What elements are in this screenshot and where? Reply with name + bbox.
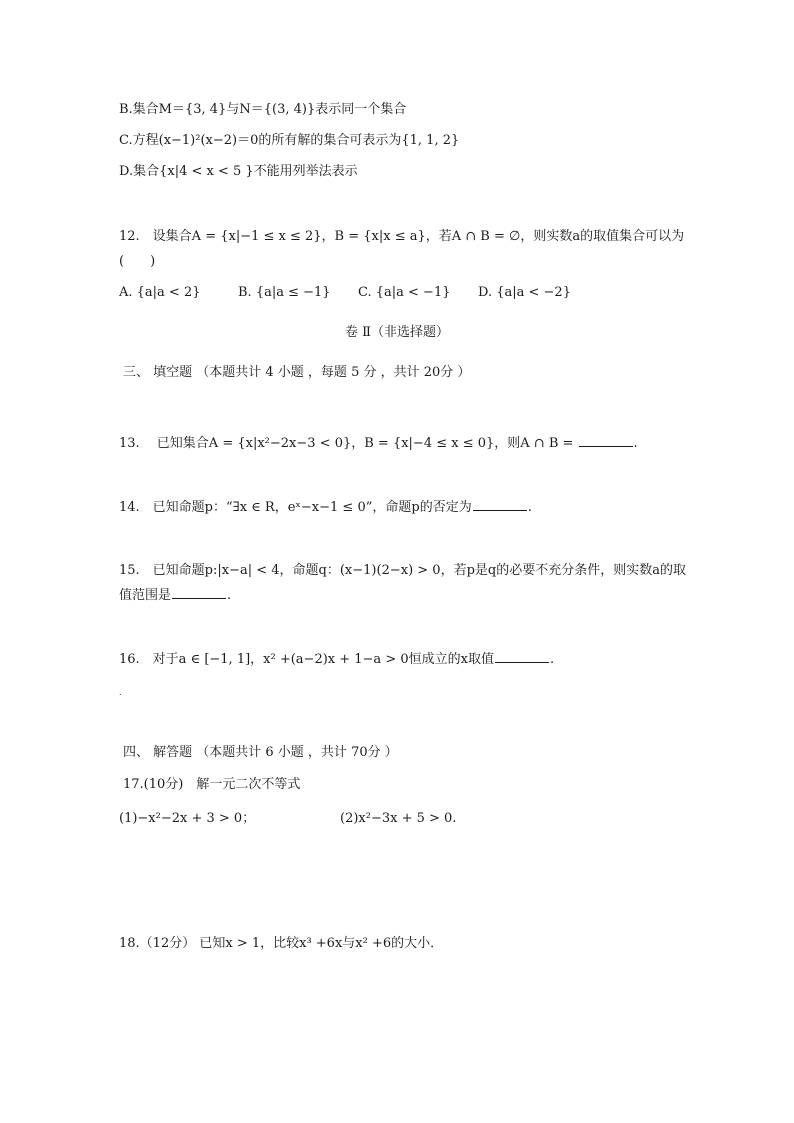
answer-blank	[172, 586, 226, 599]
q16-text: 16. 对于a ∈ [−1, 1]，x² +(a−2)x + 1−a > 0恒成立的x取值	[119, 652, 494, 667]
q17-sub1: (1)−x²−2x + 3 > 0；	[119, 811, 256, 826]
question-16	[119, 650, 554, 669]
q12-option-b: B. {a|a ≤ −1}	[238, 285, 331, 300]
q12-option-d: D. {a|a < −2}	[478, 285, 571, 300]
q12-stem: 12. 设集合A = {x|−1 ≤ x ≤ 2}，B = {x|x ≤ a}，若A ∩ B = ∅，则实数a的取值集合可以为	[119, 229, 685, 244]
q14-text: 14. 已知命题p：“∃x ∈ R，eˣ−x−1 ≤ 0”，命题p的否定为	[119, 500, 472, 515]
q11-option-c: C.方程(x−1)²(x−2)＝0的所有解的集合可表示为{1, 1, 2}	[119, 133, 460, 148]
stray-dot: .	[119, 688, 122, 697]
section-title: 卷 Ⅱ（非选择题）	[345, 325, 449, 340]
q15-end: .	[227, 588, 232, 603]
q12-option-c: C. {a|a < −1}	[358, 285, 451, 300]
answer-blank	[473, 498, 527, 511]
answer-blank	[579, 434, 633, 447]
question-18: 18.（12分） 已知x > 1，比较x³ +6x与x² +6的大小．	[119, 936, 444, 951]
part4-header: 四、 解答题 （本题共计 6 小题 ，共计 70分 ）	[123, 745, 398, 760]
q15-line2: 值范围是	[119, 588, 172, 603]
question-13	[119, 434, 638, 453]
q15-line1: 15. 已知命题p:|x−a| < 4，命题q：(x−1)(2−x) > 0，若p是q的必要不充分条件，则实数a的取	[119, 563, 686, 578]
q11-option-b: B.集合M＝{3, 4}与N＝{(3, 4)}表示同一个集合	[119, 102, 407, 117]
q17-title: 17.(10分) 解一元二次不等式	[123, 777, 301, 792]
q12-option-a: A. {a|a < 2}	[119, 285, 201, 300]
q13-text: 13. 已知集合A = {x|x²−2x−3 < 0}，B = {x|−4 ≤ x ≤ 0}，则A ∩ B =	[119, 436, 578, 451]
q12-paren: ( )	[119, 254, 156, 269]
q16-end: .	[549, 652, 555, 667]
question-15-line2	[119, 586, 231, 605]
q14-end: .	[527, 500, 532, 515]
answer-blank	[495, 650, 549, 663]
q17-sub2: (2)x²−3x + 5 > 0.	[340, 811, 457, 826]
part3-header: 三、 填空题 （本题共计 4 小题 ，每题 5 分 ，共计 20分 ）	[123, 365, 471, 380]
q11-option-d: D.集合{x|4 < x < 5 }不能用列举法表示	[119, 164, 358, 179]
q13-end: .	[633, 436, 638, 451]
question-14	[119, 498, 532, 517]
